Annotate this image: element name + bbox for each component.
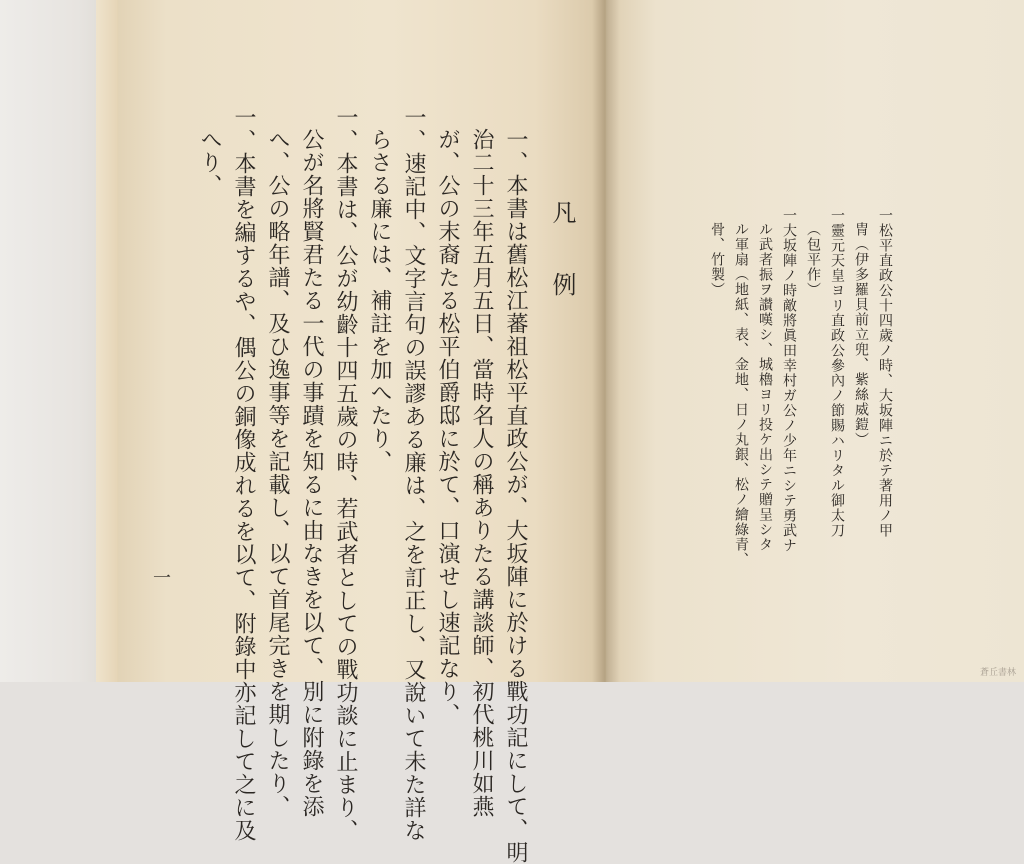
right-column-5: 一大坂陣ノ時敵將眞田幸村ガ公ノ少年ニシテ勇武ナ [781,208,797,553]
book-gutter [592,0,620,682]
left-column-8: へ、公の略年譜、及ひ逸事等を記載し、以て首尾完きを期したり、 [265,128,290,818]
left-column-7: 公が名將賢君たる一代の事蹟を知るに由なきを以て、別に附錄を添 [299,128,324,818]
left-column-3: が、公の末裔たる松平伯爵邸に於て、口演せし速記なり、 [435,128,460,726]
right-column-6: ル武者振ヲ讃嘆シ、城櫓ヨリ投ケ出シテ贈呈シタ [757,222,773,552]
right-column-1: 一松平直政公十四歲ノ時、大坂陣ニ於テ著用ノ甲 [877,208,893,538]
right-column-3: 一靈元天皇ヨリ直政公參內ノ節賜ハリタル御太刀 [829,208,845,538]
left-column-2: 治二十三年五月五日、當時名人の稱ありたる講談師、初代桃川如燕 [469,128,494,818]
left-column-1: 一、本書は舊松江蕃祖松平直政公が、大坂陣に於ける戰功記にして、明 [503,128,528,864]
left-page [118,0,608,682]
watermark: 蒼丘書林 [979,668,1016,678]
right-column-8: 骨、竹製） [709,222,725,297]
page-number: 一 [150,568,171,586]
right-column-7: ル軍扇（地紙、表、金地、日ノ丸銀、松ノ繪綠青、 [733,222,749,567]
left-column-10: へり、 [197,128,222,197]
right-column-2: 冑（伊多羅貝前立兜、紫絲威鎧） [853,222,869,447]
left-column-5: らさる廉には、補註を加へたり、 [367,128,392,473]
left-column-6: 一、本書は、公が幼齡十四五歲の時、若武者としての戰功談に止まり、 [333,106,358,842]
left-column-4: 一、速記中、文字言句の誤謬ある廉は、之を訂正し、又說いて未た詳な [401,106,426,842]
left-column-9: 一、本書を編するや、偶公の銅像成れるを以て、附錄中亦記して之に及 [231,106,256,842]
right-page [606,0,1024,682]
page-title: 凡例 [548,200,576,344]
right-column-4: （包平作） [805,222,821,297]
